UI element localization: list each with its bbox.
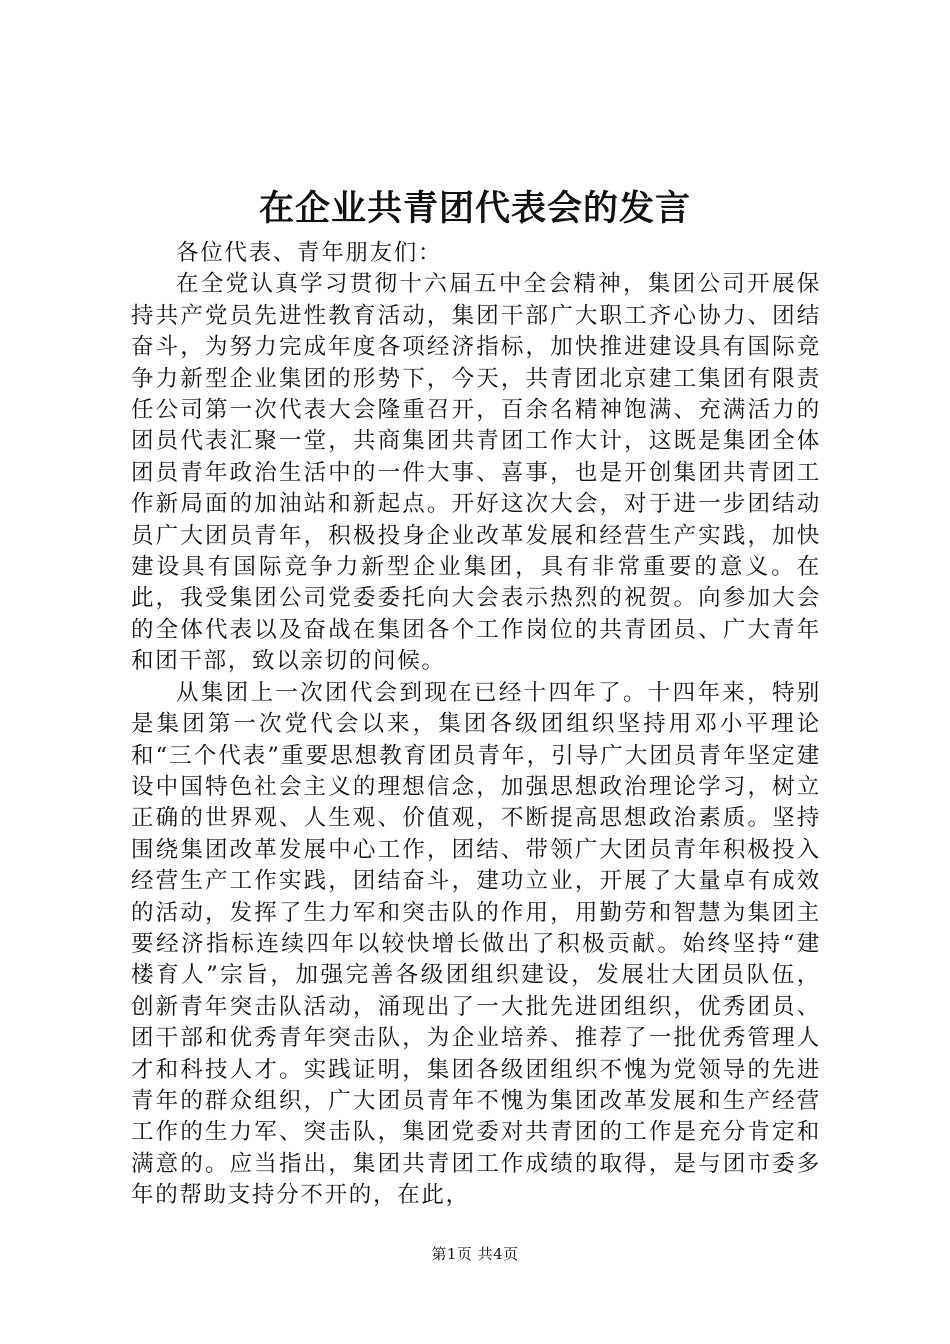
page-number-footer: 第1页 共4页	[431, 1245, 519, 1263]
document-title: 在企业共青团代表会的发言	[258, 188, 691, 229]
greeting-line: 各位代表、青年朋友们：	[176, 240, 443, 266]
document-body	[131, 238, 821, 1212]
body-paragraph: 从集团上一次团代会到现在已经十四年了。十四年来，特别是集团第一次党代会以来，集团各级团组织坚持用邓小平理论和“三个代表”重要思想教育团员青年，引导广大团员青年坚定建设中国特色社会主义的理想信念，加强思想政治理论学习，树立正确的世界观、人生观、价值观，不断提高思想政治素质。坚持围绕集团改革发展中心工作，团结、带领广大团员青年积极投入经营生产工作实践，团结奋斗，建功立业，开展了大量卓有成效的活动，发挥了生力军和突击队的作用，用勤劳和智慧为集团主要经济指标连续四年以较快增长做出了积极贡献。始终坚持“建楼育人”宗旨，加强完善各级团组织建设，发展壮大团员队伍，创新青年突击队活动，涌现出了一大批先进团组织，优秀团员、团干部和优秀青年突击队，为企业培养、推荐了一批优秀管理人才和科技人才。实践证明，集团各级团组织不愧为党领导的先进青年的群众组织，广大团员青年不愧为集团改革发展和生产经营工作的生力军、突击队，集团党委对共青团的工作是充分肯定和满意的。应当指出，集团共青团工作成绩的取得，是与团市委多年的帮助支持分不开的，在此，	[131, 679, 821, 1209]
body-paragraph: 在全党认真学习贯彻十六届五中全会精神，集团公司开展保持共产党员先进性教育活动，集团干部广大职工齐心协力、团结奋斗，为努力完成年度各项经济指标，加快推进建设具有国际竞争力新型企业集团的形势下，今天，共青团北京建工集团有限责任公司第一次代表大会隆重召开，百余名精神饱满、充满活力的团员代表汇聚一堂，共商集团共青团工作大计，这既是集团全体团员青年政治生活中的一件大事、喜事，也是开创集团共青团工作新局面的加油站和新起点。开好这次大会，对于进一步团结动员广大团员青年，积极投身企业改革发展和经营生产实践，加快建设具有国际竞争力新型企业集团，具有非常重要的意义。在此，我受集团公司党委委托向大会表示热烈的祝贺。向参加大会的全体代表以及奋战在集团各个工作岗位的共青团员、广大青年和团干部，致以亲切的问候。	[131, 271, 821, 675]
